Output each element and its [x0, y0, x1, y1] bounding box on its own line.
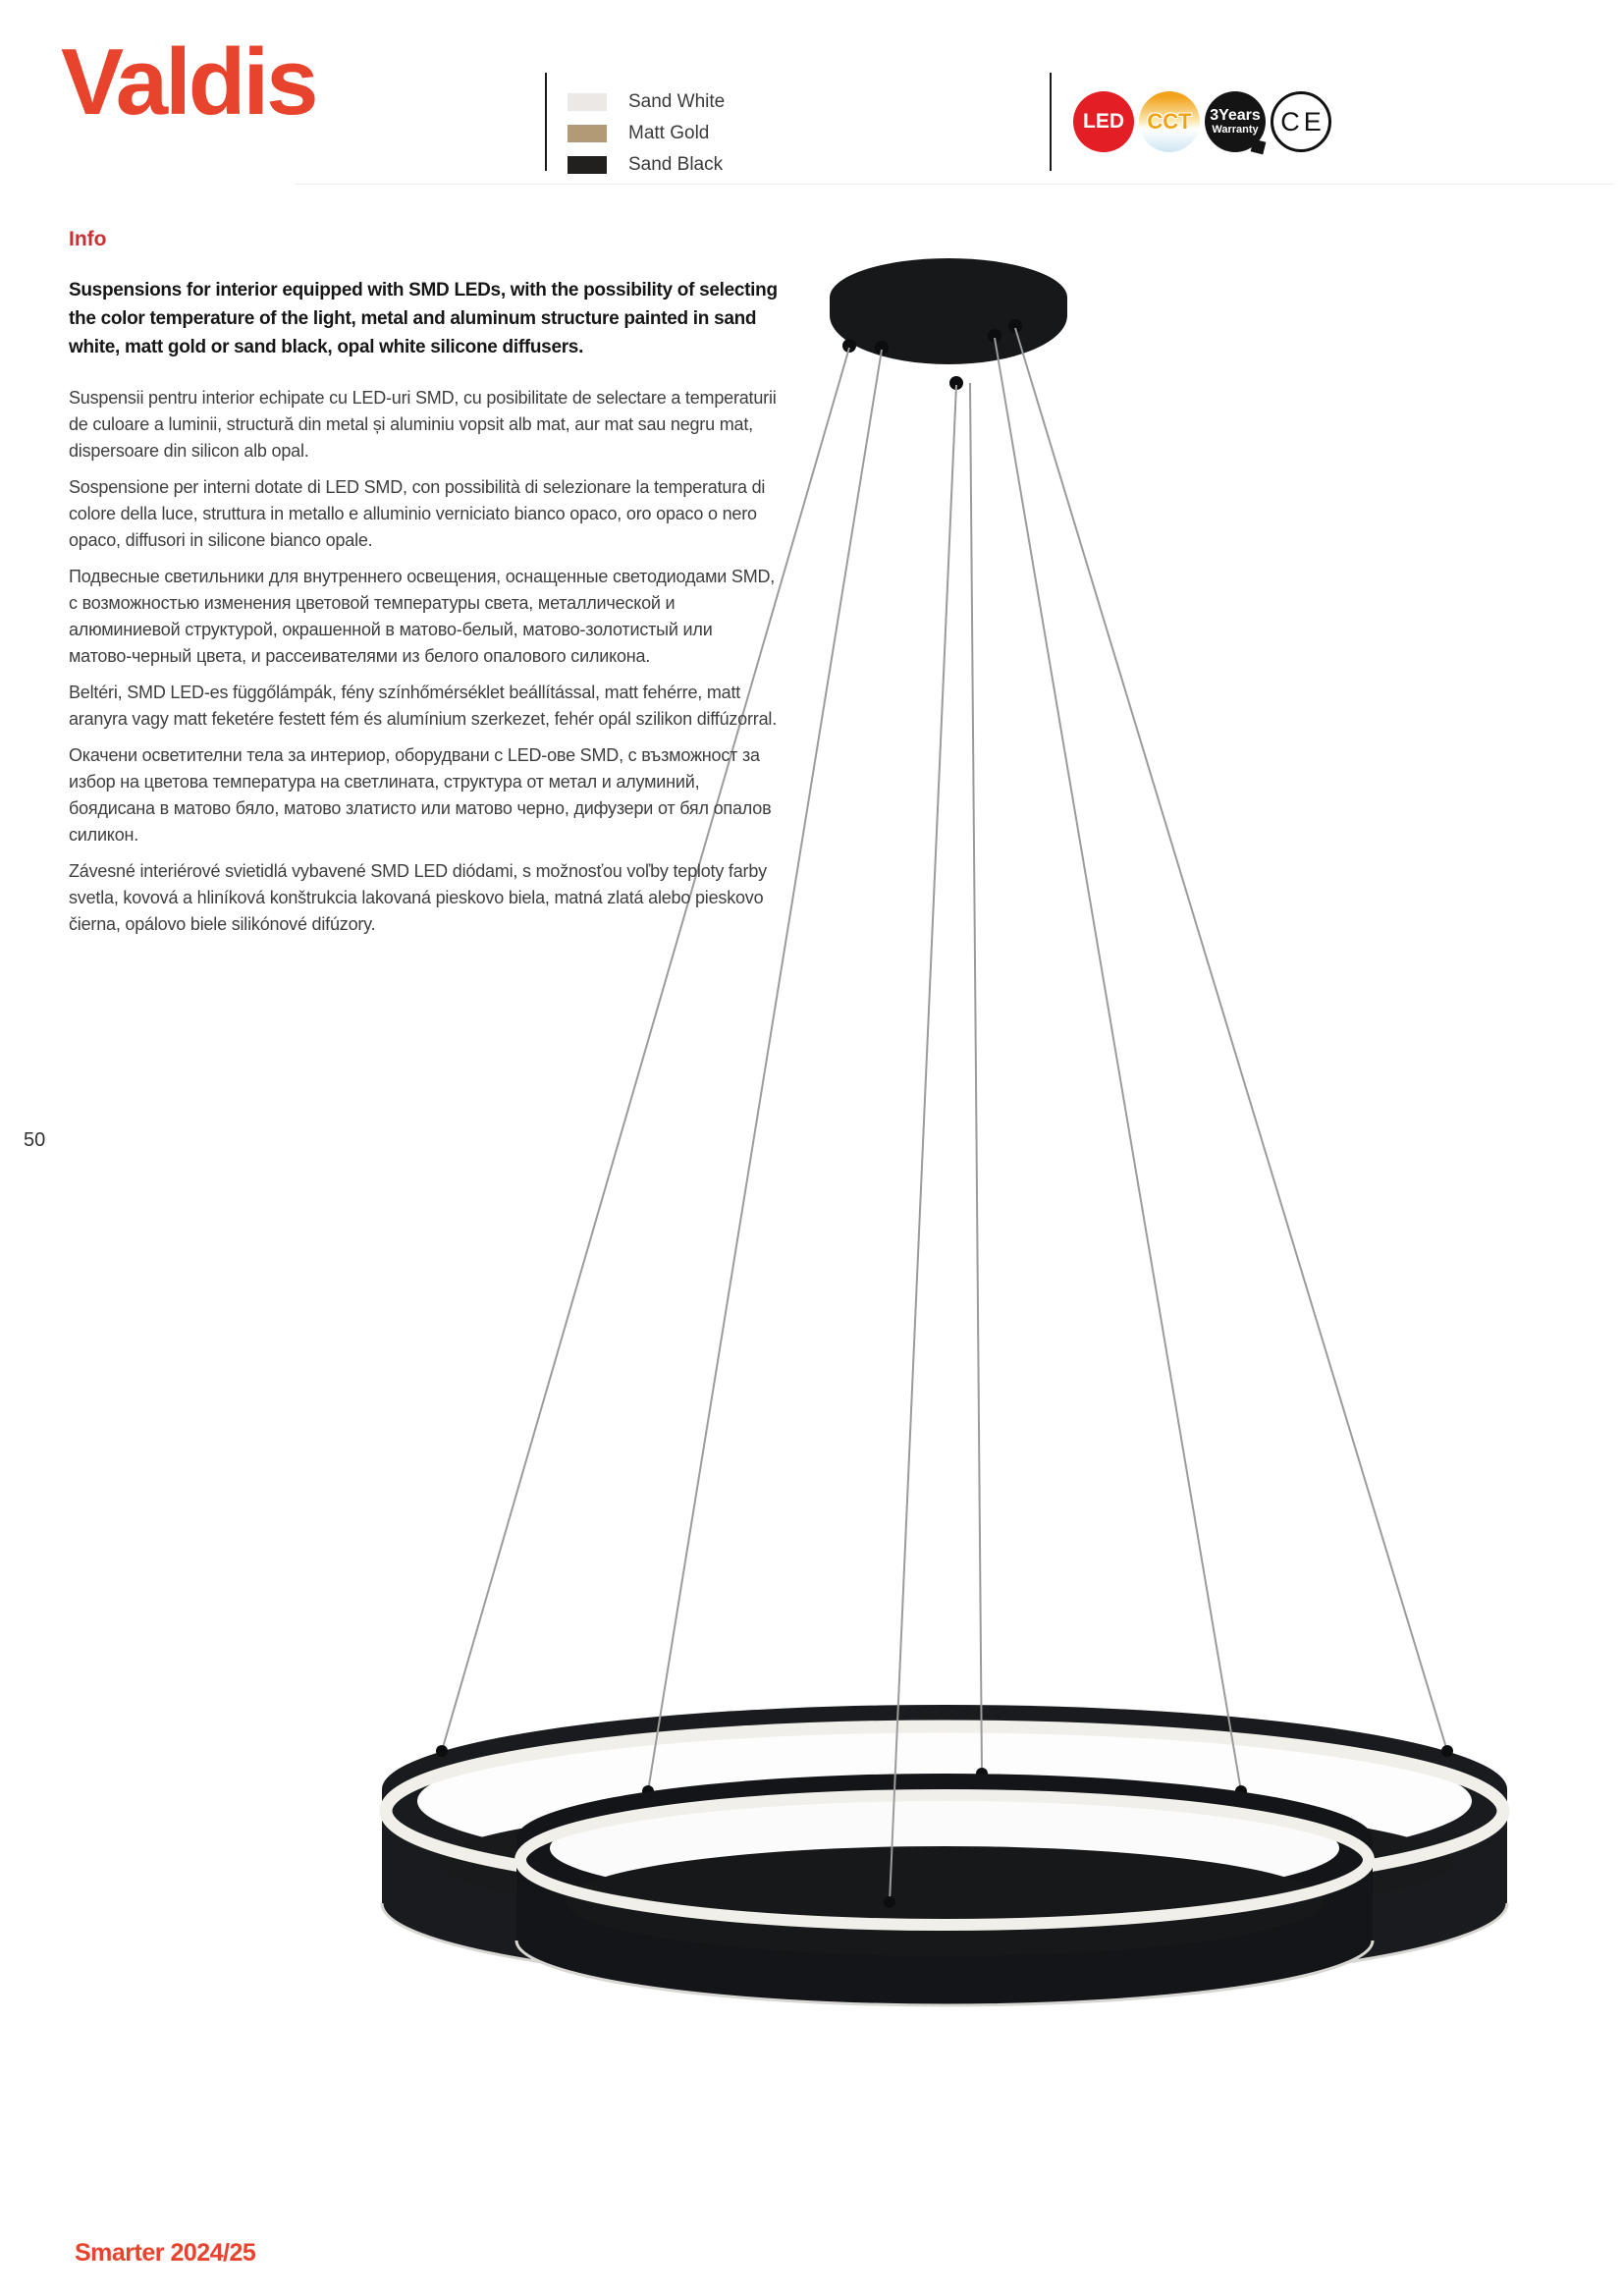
description-slovak: Závesné interiérové svietidlá vybavené SMD LED diódami, s možnosťou voľby teploty farby svetla, kovová a hliníková konštrukcia lakovaná pieskovo biela, matná zlatá alebo pieskovo čierna, opálovo biele silikónové difúzory.	[69, 861, 767, 934]
warranty-years-label: 3Years	[1210, 107, 1261, 124]
finish-label: Sand White	[628, 91, 726, 112]
ceiling-canopy	[830, 258, 1067, 390]
page-number: 50	[24, 1129, 46, 1151]
inner-ring	[516, 1774, 1373, 2005]
description-bulgarian: Окачени осветителни тела за интериор, оборудвани с LED-ове SMD, с възможност за избор на цветова температура на светлината, структура от метал и алуминий, боядисана в матово бяло, матово златисто или матово черно, дифузери от бял опалов силикон.	[69, 745, 772, 845]
suspension-cable	[995, 338, 1241, 1791]
led-badge-icon: LED	[1073, 91, 1134, 152]
finish-label: Sand Black	[628, 154, 724, 175]
suspension-cable	[970, 383, 982, 1774]
description-romanian: Suspensii pentru interior echipate cu LED-uri SMD, cu posibilitate de selectare a temperaturii de culoare a luminii, structură din metal și aluminiu vopsit alb mat, aur mat sau negru mat, dispersoare din silicon alb opal.	[69, 388, 777, 461]
description-english: Suspensions for interior equipped with SMD LEDs, with the possibility of selecting the color temperature of the light, metal and aluminum structure painted in sand white, matt gold or sand black, opal white silicone diffusers.	[69, 280, 778, 357]
info-heading: Info	[69, 228, 107, 250]
description-italian: Sospensione per interni dotate di LED SMD, con possibilità di selezionare la temperatura di colore della luce, struttura in metallo e alluminio verniciato bianco opaco, oro opaco o nero opaco, diffusori in silicone bianco opale.	[69, 477, 766, 550]
ce-mark-icon: CE	[1271, 91, 1331, 152]
footer-edition: Smarter 2024/25	[75, 2239, 256, 2267]
description-hungarian: Beltéri, SMD LED-es függőlámpák, fény színhőmérséklet beállítással, matt fehérre, matt aranyra vagy matt feketére festett fém és alumínium szerkezet, fehér opál szilikon diffúzorral.	[69, 683, 777, 729]
suspension-cable	[1015, 328, 1447, 1751]
warranty-word-label: Warranty	[1212, 124, 1259, 136]
brand-logo: Valdis	[61, 29, 316, 135]
cct-badge-icon: CCT	[1139, 91, 1200, 152]
front-suspension-cable	[884, 385, 956, 1908]
info-text-column	[69, 276, 780, 948]
finish-label: Matt Gold	[628, 123, 710, 143]
description-russian: Подвесные светильники для внутреннего освещения, оснащенные светодиодами SMD, с возможностью изменения цветовой температуры света, металлической и алюминиевой структурой, окрашенной в матово-белый, матово-золотистый или матово-черный цвета, и рассеивателями из белого опалового силикона.	[69, 567, 776, 666]
